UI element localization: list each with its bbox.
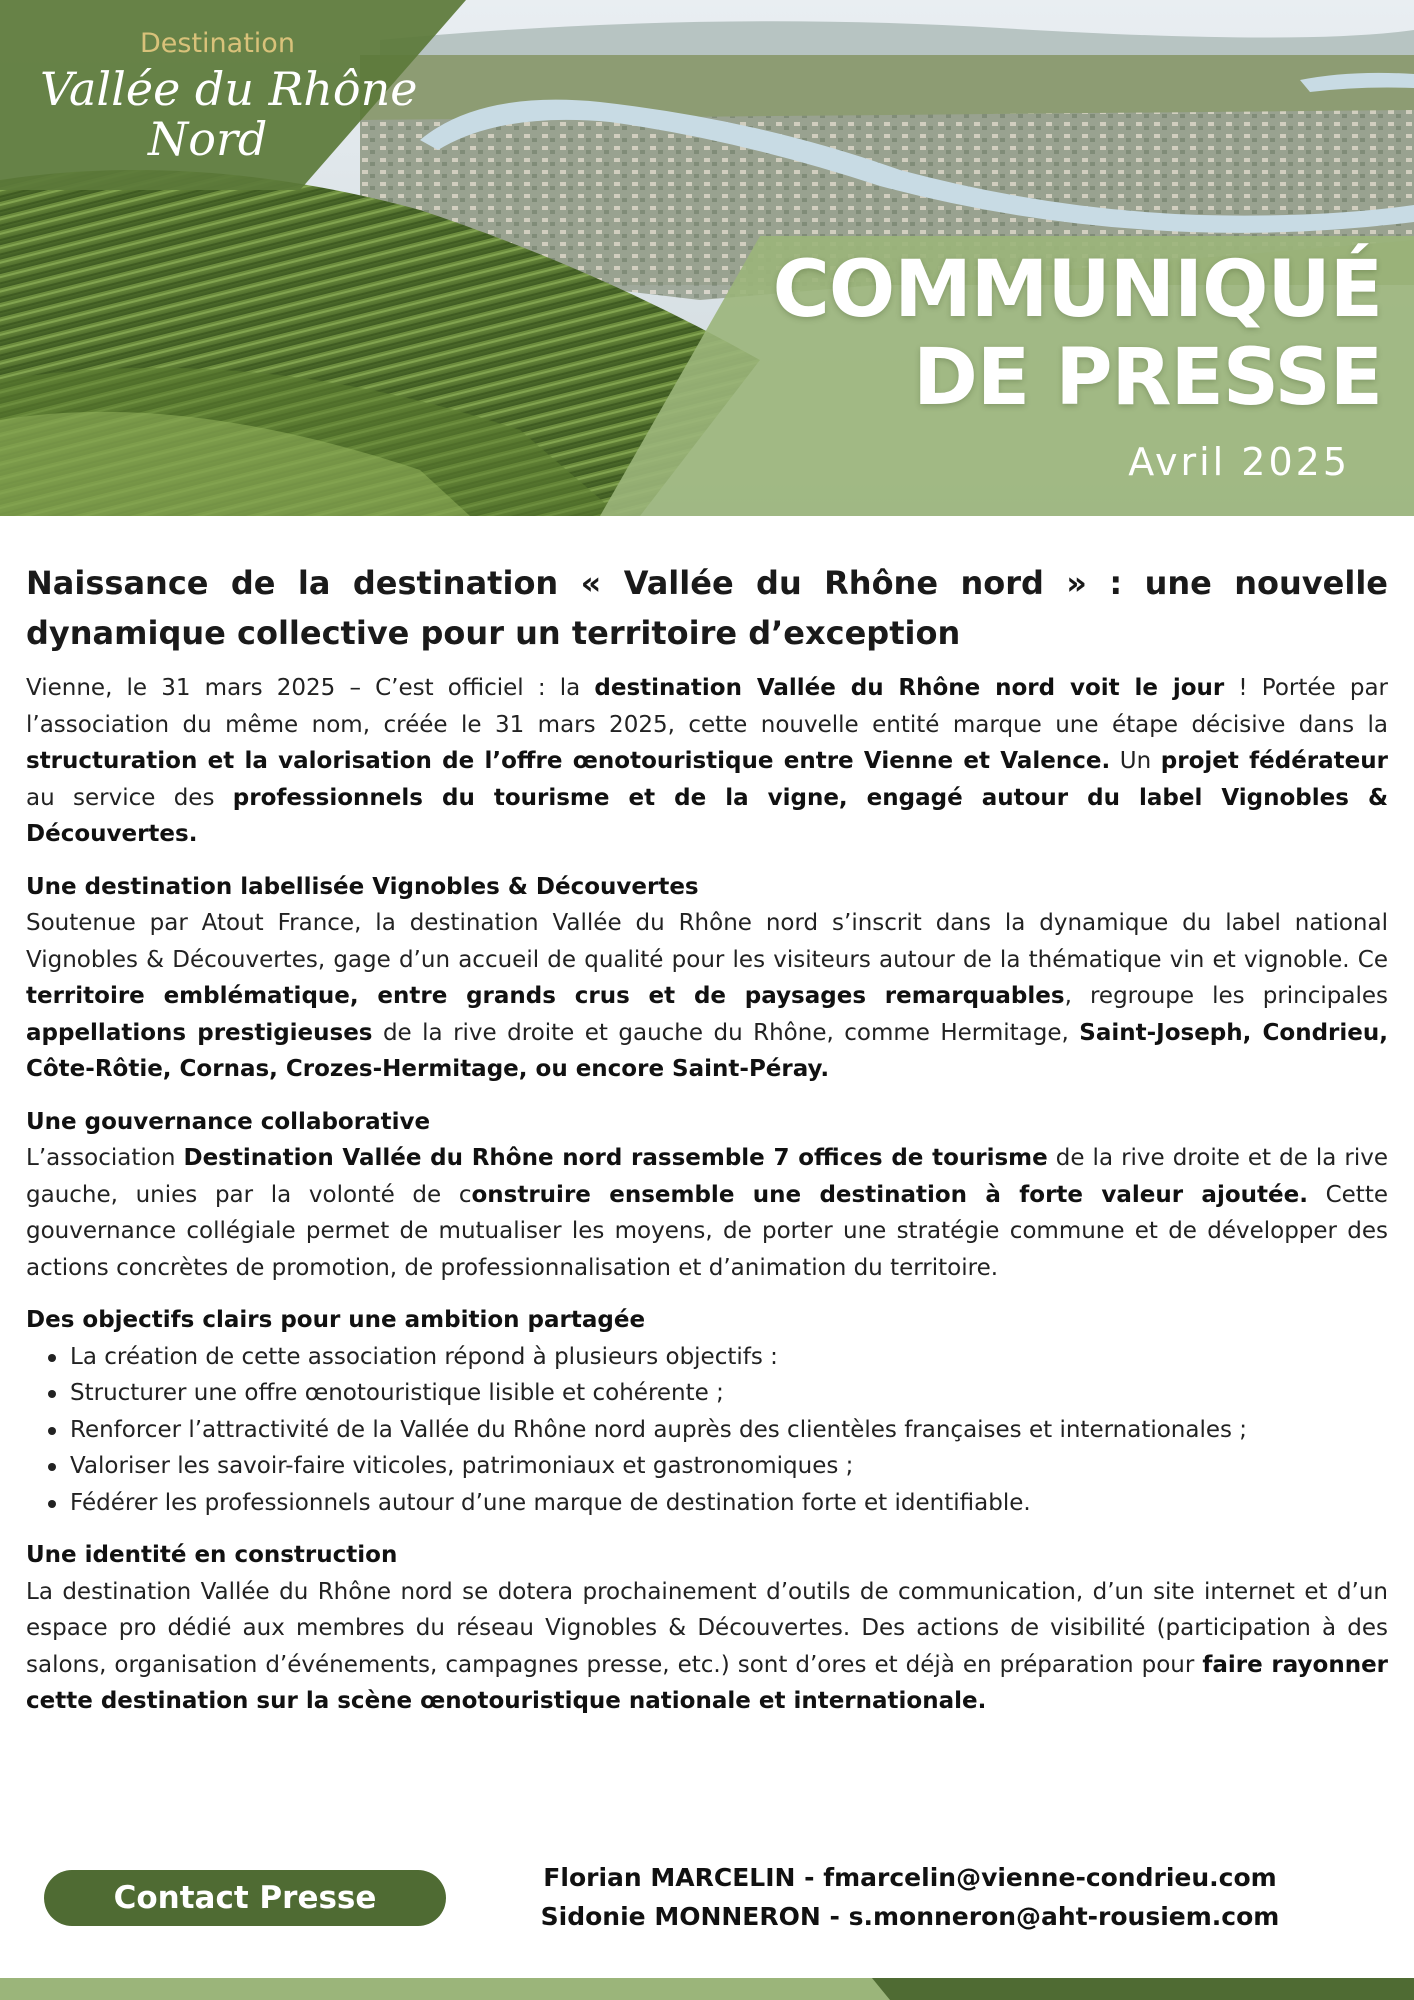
emphasis-text: appellations prestigieuses (26, 1019, 373, 1046)
body-text: Un (1110, 748, 1161, 774)
footer-bar (0, 1978, 1414, 2000)
logo-title-line1: Vallée du Rhône (40, 62, 418, 116)
emphasis-text: Destination Vallée du Rhône nord rassemble 7 offices de tourisme (183, 1145, 1048, 1171)
section-title: Des objectifs clairs pour une ambition partagée (26, 1307, 646, 1333)
press-release-title (773, 246, 1382, 422)
section-paragraph (26, 905, 1388, 1088)
list-item: Valoriser les savoir-faire viticoles, patrimoniaux et gastronomiques ; (46, 1448, 1388, 1485)
emphasis-text: projet fédérateur (1160, 748, 1388, 774)
section-objectives (26, 1302, 1388, 1521)
body-text: au service des (26, 784, 233, 811)
section-title: Une destination labellisée Vignobles & Découvertes (26, 873, 699, 900)
emphasis-text: destination Vallée du Rhône nord voit le jour (594, 675, 1225, 701)
press-release-date: Avril 2025 (1128, 440, 1350, 484)
body-text: Vienne, le 31 mars 2025 – C’est officiel : la (26, 675, 595, 701)
emphasis-text: Saint-Joseph, Condrieu, Côte-Rôtie, Cornas, Crozes-Hermitage, ou encore Saint-Péray. (26, 1019, 1388, 1082)
hero-banner (0, 0, 1414, 516)
section-identity (26, 1537, 1388, 1720)
section-title: Une identité en construction (26, 1542, 398, 1568)
contact-line[interactable]: Sidonie MONNERON - s.monneron@aht-rousiem.com (540, 1902, 1280, 1931)
body-text: ! Portée par l’association du même nom, créée le 31 mars 2025, cette nouvelle entité marque une étape décisive dans la (26, 675, 1388, 738)
body-text: Cette gouvernance collégiale permet de mutualiser les moyens, de porter une stratégie commune et de développer des actions concrètes de promotion, de professionnalisation et d’animation du territoire. (26, 1181, 1388, 1281)
section-title: Une gouvernance collaborative (26, 1108, 431, 1135)
list-item: La création de cette association répond à plusieurs objectifs : (46, 1339, 1388, 1376)
section-paragraph (26, 1140, 1388, 1286)
list-item: Renforcer l’attractivité de la Vallée du Rhône nord auprès des clientèles françaises et internationales ; (46, 1412, 1388, 1449)
section-label (26, 869, 1388, 1088)
body-text: Soutenue par Atout France, la destination Vallée du Rhône nord s’inscrit dans la dynamique du label national Vignobles & Découvertes, gage d’un accueil de qualité pour les visiteurs autour de la thématique vin et vignoble. Ce (26, 910, 1388, 973)
destination-logo (30, 20, 418, 170)
contact-line[interactable]: Florian MARCELIN - fmarcelin@vienne-condrieu.com (543, 1863, 1277, 1892)
logo-kicker: Destination (140, 28, 295, 59)
body-text: , regroupe les principales (1064, 983, 1389, 1009)
article-body (26, 558, 1388, 1720)
contact-press-button[interactable]: Contact Presse (44, 1870, 446, 1926)
objectives-list (26, 1339, 1388, 1522)
emphasis-text: structuration et la valorisation de l’offre œnotouristique entre Vienne et Valence. (26, 748, 1111, 774)
section-paragraph (26, 1574, 1388, 1720)
list-item: Fédérer les professionnels autour d’une marque de destination forte et identifiable. (46, 1485, 1388, 1522)
article-headline: Naissance de la destination « Vallée du Rhône nord » : une nouvelle dynamique collective pour un territoire d’exception (26, 564, 1388, 652)
body-text: La destination Vallée du Rhône nord se dotera prochainement d’outils de communication, d’un site internet et d’un espace pro dédié aux membres du réseau Vignobles & Découvertes. Des actions de visibilité (participation à des salons, organisation d’événements, campagnes presse, etc.) sont d’ores et déjà en préparation pour (26, 1578, 1388, 1678)
intro-paragraph (26, 670, 1388, 853)
emphasis-text: faire rayonner cette destination sur la scène œnotouristique nationale et internationale. (26, 1651, 1389, 1714)
emphasis-text: professionnels du tourisme et de la vigne, engagé autour du label Vignobles & Découvertes. (26, 784, 1388, 847)
body-text: L’association (26, 1145, 184, 1171)
press-title-line2: DE PRESSE (913, 333, 1382, 423)
press-title-line1: COMMUNIQUÉ (772, 245, 1382, 335)
body-text: de la rive droite et de la rive gauche, unies par la volonté de c (26, 1145, 1388, 1208)
body-text: de la rive droite et gauche du Rhône, comme Hermitage, (372, 1019, 1080, 1046)
emphasis-text: onstruire ensemble une destination à forte valeur ajoutée. (471, 1181, 1308, 1208)
press-contacts (430, 1858, 1390, 1936)
list-item: Structurer une offre œnotouristique lisible et cohérente ; (46, 1375, 1388, 1412)
section-governance (26, 1104, 1388, 1287)
logo-title-line2: Nord (148, 112, 268, 166)
emphasis-text: territoire emblématique, entre grands crus et de paysages remarquables (26, 983, 1065, 1009)
